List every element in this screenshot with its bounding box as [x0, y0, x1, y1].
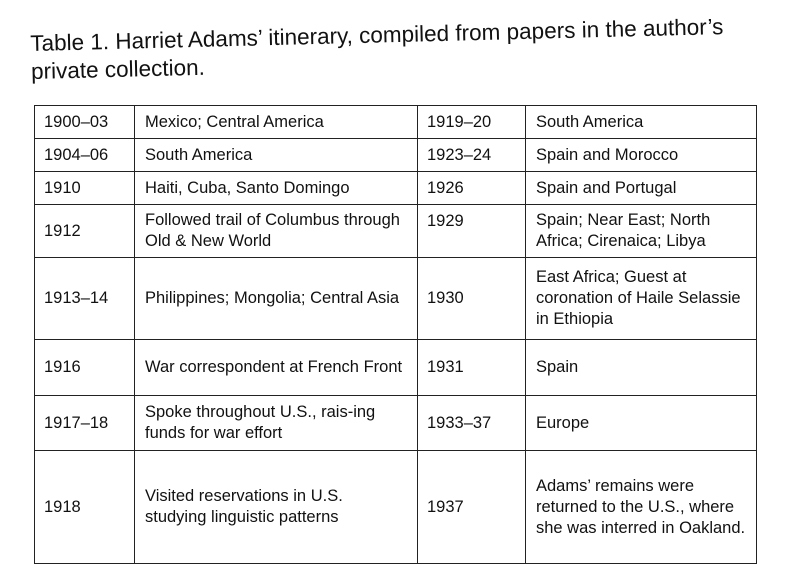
place-cell-right: Europe	[526, 396, 757, 451]
year-cell-left: 1917–18	[35, 396, 135, 451]
place-cell-left: Haiti, Cuba, Santo Domingo	[135, 172, 418, 205]
year-cell-right: 1923–24	[418, 139, 526, 172]
year-cell-right: 1926	[418, 172, 526, 205]
year-cell-left: 1918	[35, 451, 135, 564]
place-cell-right: Spain and Morocco	[526, 139, 757, 172]
year-cell-left: 1900–03	[35, 106, 135, 139]
place-cell-right: Spain and Portugal	[526, 172, 757, 205]
table-row	[35, 172, 757, 205]
place-cell-left: Spoke throughout U.S., rais-ing funds for war effort	[135, 396, 418, 451]
place-cell-left: Philippines; Mongolia; Central Asia	[135, 258, 418, 340]
place-cell-right: Spain	[526, 340, 757, 396]
itinerary-table	[34, 105, 757, 564]
table-caption: Table 1. Harriet Adams’ itinerary, compiled from papers in the author’s private collection.	[30, 14, 724, 84]
year-cell-left: 1910	[35, 172, 135, 205]
table-row	[35, 205, 757, 258]
place-cell-left: South America	[135, 139, 418, 172]
year-cell-right: 1933–37	[418, 396, 526, 451]
year-cell-right: 1919–20	[418, 106, 526, 139]
place-cell-right: Adams’ remains were returned to the U.S., where she was interred in Oakland.	[526, 451, 757, 564]
place-cell-right: Spain; Near East; North Africa; Cirenaica; Libya	[526, 205, 757, 258]
table-row	[35, 139, 757, 172]
year-cell-right: 1931	[418, 340, 526, 396]
year-cell-left: 1912	[35, 205, 135, 258]
itinerary-table-container	[34, 105, 756, 563]
place-cell-right: East Africa; Guest at coronation of Haile Selassie in Ethiopia	[526, 258, 757, 340]
year-cell-left: 1913–14	[35, 258, 135, 340]
place-cell-left: Mexico; Central America	[135, 106, 418, 139]
year-cell-left: 1916	[35, 340, 135, 396]
year-cell-left: 1904–06	[35, 139, 135, 172]
table-row	[35, 451, 757, 564]
place-cell-left: Followed trail of Columbus through Old & New World	[135, 205, 418, 258]
year-cell-right: 1937	[418, 451, 526, 564]
year-cell-right: 1930	[418, 258, 526, 340]
table-row	[35, 396, 757, 451]
place-cell-left: War correspondent at French Front	[135, 340, 418, 396]
table-row	[35, 340, 757, 396]
place-cell-right: South America	[526, 106, 757, 139]
table-row	[35, 258, 757, 340]
place-cell-left: Visited reservations in U.S. studying linguistic patterns	[135, 451, 418, 564]
year-cell-right: 1929	[418, 205, 526, 258]
table-row	[35, 106, 757, 139]
